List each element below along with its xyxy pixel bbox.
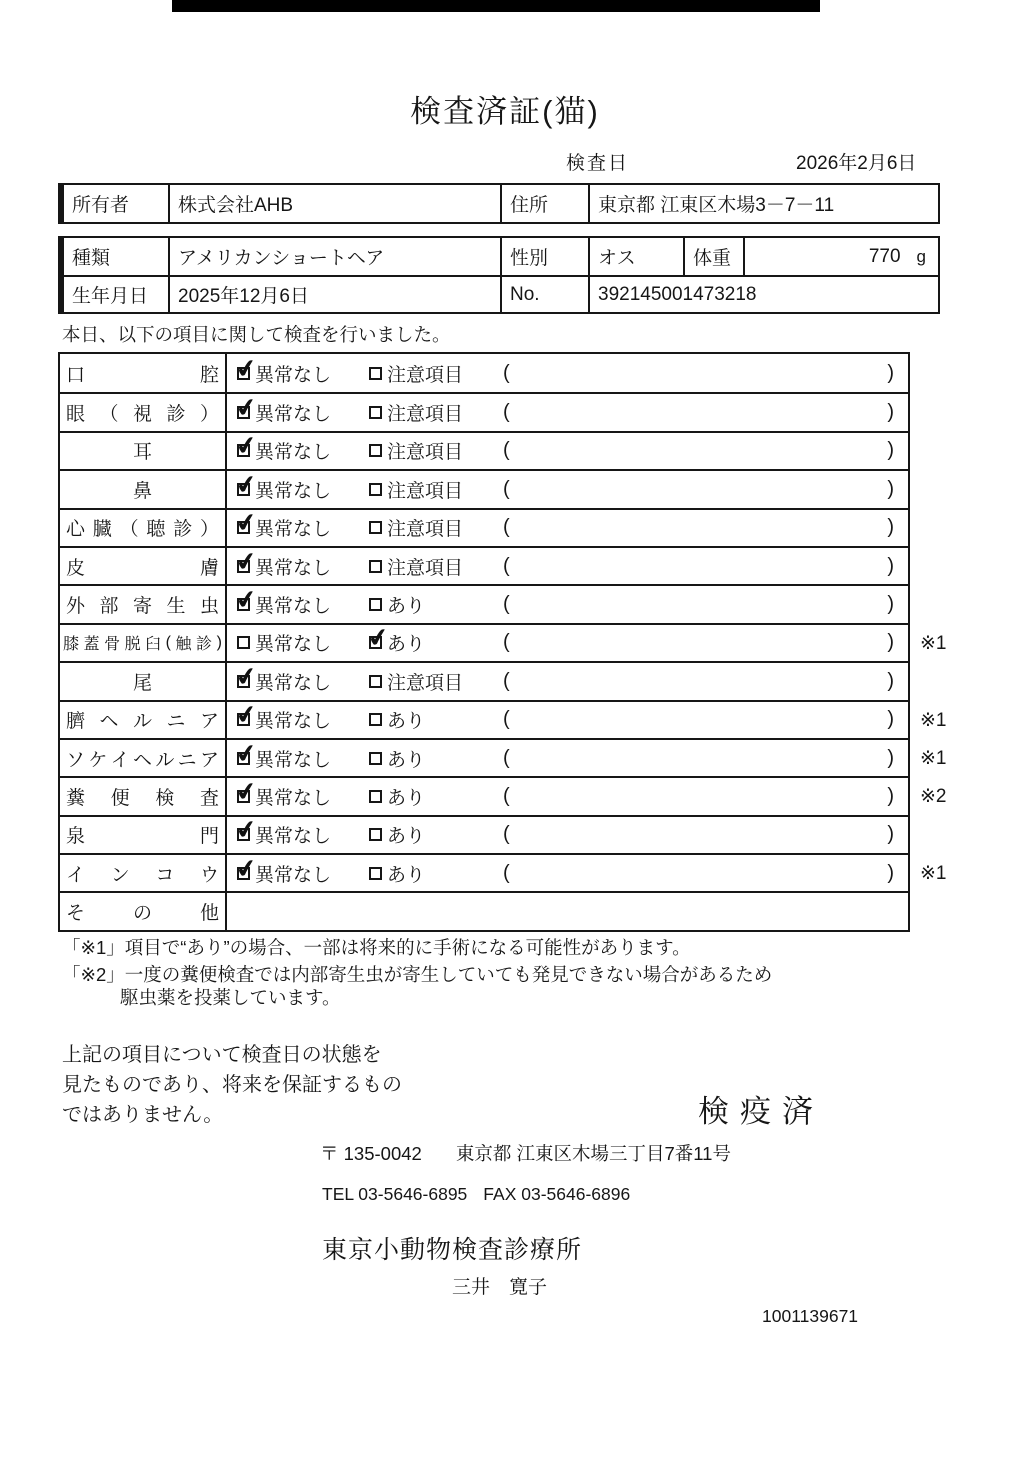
exam-option-2 [369,476,503,503]
exam-option-1-label: 異常なし [255,864,332,886]
close-paren: ) [887,593,894,616]
footnote-2-line1: 「※2」一度の糞便検査では内部寄生虫が寄生していても発見できない場合があるため [62,964,773,985]
exam-option-2-label: 注意項目 [387,557,464,579]
clinic-address: 東京都 江東区木場三丁目7番11号 [455,1143,731,1164]
address-label: 住所 [502,185,590,222]
exam-option-1-label: 異常なし [255,634,332,656]
exam-option-2-label: あり [387,864,426,886]
exam-option-1-label: 異常なし [255,749,332,771]
exam-option-1-label: 異常なし [255,672,332,694]
exam-option-2 [369,360,503,387]
checkbox-icon [237,560,250,573]
open-paren: ( [503,669,510,692]
exam-option-2-label: あり [387,787,426,809]
exam-option-1 [237,514,369,541]
exam-remarks-parens [503,862,908,885]
exam-option-2-label: あり [387,749,426,771]
exam-option-2 [369,745,503,772]
exam-option-1-label: 異常なし [255,480,332,502]
exam-remarks-parens [503,708,908,731]
clinic-tel: TEL 03-5646-6895 [322,1184,468,1204]
number-label: No. [502,277,590,312]
exam-option-1-label: 異常なし [255,404,332,426]
page-title: 検査済証(猫) [410,94,600,129]
checkbox-icon [237,598,250,611]
inspection-date-label: 検査日 [566,153,630,174]
open-paren: ( [503,593,510,616]
checkbox-icon [237,790,250,803]
exam-option-1 [237,629,369,656]
exam-row [60,546,908,584]
checkbox-icon [237,675,250,688]
exam-row-label: 臍 ヘ ル ニ ア [60,702,227,738]
exam-row [60,431,908,469]
birthdate-label: 生年月日 [64,277,170,312]
footnote-2-line2: 駆虫薬を投薬しています。 [120,987,341,1008]
open-paren: ( [503,823,510,846]
exam-row [60,508,908,546]
disclaimer-text [62,1040,402,1130]
owner-label: 所有者 [64,185,170,222]
exam-row [60,623,947,661]
exam-option-2-label: 注意項目 [387,442,464,464]
exam-row-label: 眼 （ 視 診 ） [60,394,227,430]
checkbox-icon [237,636,250,649]
close-paren: ) [887,861,894,884]
breed-value: アメリカンショートヘア [170,238,502,275]
clinic-tel-fax [322,1184,630,1205]
exam-option-1 [237,591,369,618]
open-paren: ( [503,861,510,884]
exam-row-label: 泉 門 [60,817,227,853]
open-paren: ( [503,631,510,654]
checkbox-icon [369,675,382,688]
exam-row [60,776,947,814]
checkbox-icon [369,598,382,611]
checkbox-icon [237,367,250,380]
exam-option-2-label: あり [387,634,426,656]
exam-remarks-parens [503,478,908,501]
exam-option-2-label: あり [387,826,426,848]
exam-remarks-parens [503,516,908,539]
exam-option-1 [237,783,369,810]
exam-option-1 [237,860,369,887]
exam-row [60,584,908,622]
exam-row-label: 皮 膚 [60,548,227,584]
close-paren: ) [887,401,894,424]
exam-option-2-label: 注意項目 [387,364,464,386]
checkbox-icon [369,867,382,880]
sex-label: 性別 [502,238,590,275]
exam-option-1 [237,437,369,464]
exam-option-1 [237,553,369,580]
exam-option-1-label: 異常なし [255,557,332,579]
exam-remarks-parens [503,593,908,616]
exam-row [60,392,908,430]
footnote-mark: ※1 [920,863,947,885]
exam-remarks-parens [503,631,908,654]
checkbox-icon [237,444,250,457]
checkbox-icon [369,483,382,496]
exam-remarks-parens [503,747,908,770]
exam-row [60,891,908,929]
open-paren: ( [503,784,510,807]
sex-value: オス [590,238,685,275]
number-value: 392145001473218 [598,283,757,305]
exam-option-1-label: 異常なし [255,787,332,809]
exam-row [60,853,947,891]
exam-option-1-label: 異常なし [255,364,332,386]
exam-table [58,352,947,932]
exam-row-label: 心 臓 （ 聴 診 ） [60,510,227,546]
exam-row-label: 膝 蓋 骨 脱 臼 ( 触 診 ) [60,625,227,661]
exam-remarks-parens [503,670,908,693]
footnote-mark: ※1 [920,709,947,731]
exam-remarks-parens [503,785,908,808]
exam-option-1 [237,360,369,387]
clinic-fax: FAX 03-5646-6896 [483,1184,631,1204]
close-paren: ) [887,784,894,807]
exam-option-1 [237,668,369,695]
exam-row [60,815,908,853]
exam-row-label: 外 部 寄 生 虫 [60,586,227,622]
exam-row-label: そ の 他 [60,893,227,929]
address-value: 東京都 江東区木場3－7－11 [598,195,835,216]
exam-option-1-label: 異常なし [255,826,332,848]
checkbox-icon [369,713,382,726]
exam-option-2 [369,783,503,810]
exam-row [60,661,908,699]
footnote-mark: ※1 [920,632,947,654]
checkbox-icon [237,406,250,419]
exam-option-2 [369,629,503,656]
checkbox-icon [237,752,250,765]
exam-remarks-parens [503,362,908,385]
open-paren: ( [503,401,510,424]
checkbox-icon [369,367,382,380]
clinic-name: 東京小動物検査診療所 [322,1236,583,1264]
weight-value [745,238,938,275]
checkbox-icon [369,636,382,649]
footnote-mark: ※2 [920,786,947,808]
footnote-mark: ※1 [920,747,947,769]
exam-row-label: 耳 [60,433,227,469]
disclaimer-line-1: 上記の項目について検査日の状態を [62,1044,382,1066]
intro-text: 本日、以下の項目に関して検査を行いました。 [62,324,451,345]
exam-row-label: イ ン コ ウ [60,855,227,891]
exam-option-2-label: あり [387,596,426,618]
exam-option-2-label: あり [387,711,426,733]
breed-label: 種類 [64,238,170,275]
exam-option-1-label: 異常なし [255,519,332,541]
exam-row-label: 糞 便 検 査 [60,778,227,814]
exam-option-2 [369,821,503,848]
exam-option-2-label: 注意項目 [387,480,464,502]
open-paren: ( [503,477,510,500]
scan-black-bar [172,0,820,12]
checkbox-icon [369,521,382,534]
close-paren: ) [887,554,894,577]
owner-value: 株式会社AHB [170,185,502,222]
checkbox-icon [369,828,382,841]
checkbox-icon [369,790,382,803]
open-paren: ( [503,439,510,462]
checkbox-icon [369,406,382,419]
close-paren: ) [887,516,894,539]
exam-option-2 [369,591,503,618]
close-paren: ) [887,708,894,731]
exam-remarks-parens [503,555,908,578]
veterinarian-name: 三井 寛子 [452,1277,548,1298]
open-paren: ( [503,708,510,731]
exam-option-2 [369,437,503,464]
checkbox-icon [237,867,250,880]
owner-table [58,183,940,224]
exam-option-1 [237,399,369,426]
exam-option-2-label: 注意項目 [387,519,464,541]
open-paren: ( [503,516,510,539]
quarantine-stamp: 検疫済 [698,1094,824,1129]
checkbox-icon [237,483,250,496]
exam-row [60,700,947,738]
exam-option-1-label: 異常なし [255,442,332,464]
close-paren: ) [887,823,894,846]
close-paren: ) [887,746,894,769]
exam-option-2-label: 注意項目 [387,404,464,426]
exam-option-1 [237,745,369,772]
birthdate-value: 2025年12月6日 [170,277,502,312]
exam-option-2 [369,860,503,887]
open-paren: ( [503,746,510,769]
exam-option-2 [369,553,503,580]
open-paren: ( [503,361,510,384]
exam-option-1 [237,476,369,503]
exam-row-label: 鼻 [60,471,227,507]
disclaimer-line-2: 見たものであり、将来を保証するもの [62,1074,402,1096]
close-paren: ) [887,477,894,500]
exam-option-1-label: 異常なし [255,596,332,618]
exam-option-2 [369,514,503,541]
exam-row [60,354,908,392]
open-paren: ( [503,554,510,577]
weight-label: 体重 [685,238,745,275]
exam-remarks-parens [503,439,908,462]
inspection-date-value: 2026年2月6日 [796,153,917,174]
clinic-postal-address [320,1140,731,1166]
checkbox-icon [237,828,250,841]
footnote-1: 「※1」項目で“あり”の場合、一部は将来的に手術になる可能性があります。 [62,937,691,958]
exam-row-label: ソ ケ イ ヘ ル ニ ア [60,740,227,776]
exam-row-label: 口 腔 [60,354,227,392]
exam-option-1 [237,706,369,733]
document-number: 1001139671 [762,1306,859,1326]
exam-row [60,738,947,776]
checkbox-icon [237,521,250,534]
exam-row-label: 尾 [60,663,227,699]
exam-option-2-label: 注意項目 [387,672,464,694]
checkbox-icon [369,444,382,457]
checkbox-icon [369,560,382,573]
close-paren: ) [887,439,894,462]
close-paren: ) [887,631,894,654]
weight-number: 770 [868,245,901,267]
disclaimer-line-3: ではありません。 [62,1104,224,1126]
exam-option-1 [237,821,369,848]
postal-code: 〒 135-0042 [320,1143,422,1164]
close-paren: ) [887,361,894,384]
checkbox-icon [369,752,382,765]
weight-unit: g [916,246,926,266]
exam-remarks-parens [503,823,908,846]
close-paren: ) [887,669,894,692]
exam-option-1-label: 異常なし [255,711,332,733]
exam-row [60,469,908,507]
exam-option-2 [369,399,503,426]
exam-option-2 [369,668,503,695]
exam-remarks-parens [503,401,908,424]
checkbox-icon [237,713,250,726]
pet-info-table [58,236,940,314]
exam-option-2 [369,706,503,733]
